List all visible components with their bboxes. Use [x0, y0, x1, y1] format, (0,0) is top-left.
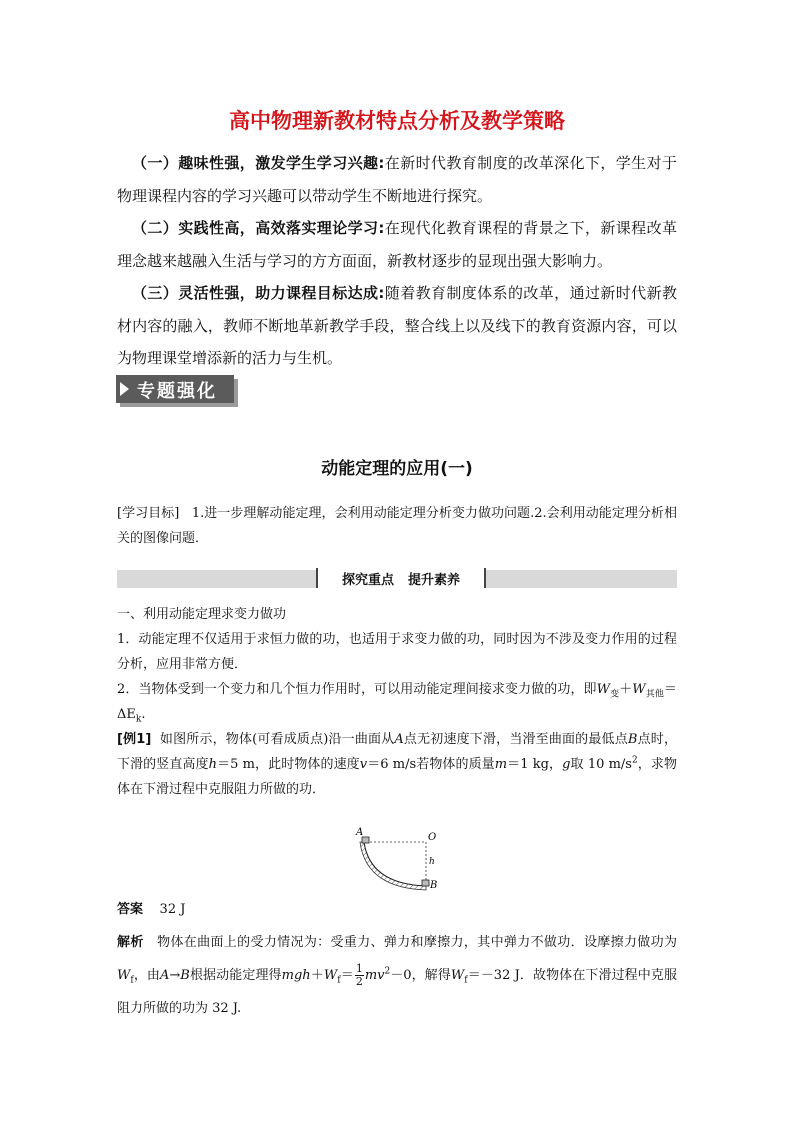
- goals-label: [学习目标]: [117, 506, 180, 521]
- example-text: ＝6 m/s若物体的质量: [367, 757, 495, 772]
- answer-label: 答案: [117, 902, 144, 917]
- point-2: [117, 677, 677, 727]
- section-bar-label: [316, 568, 486, 588]
- analysis-block: 解析 物体在曲面上的受力情况为：受重力、弹力和摩擦力，其中弹力不做功．设摩擦力做功为$W_f$，由A→B根据动能定理得$mgh+W_f=$ $\frac{1}{2}$ $mv^2-0$，解得$W_f=-32$ J．故物体在下滑过程中克服阻力所做的功为 32 J.: [117, 935, 677, 1016]
- w-sub-other: 其他: [645, 689, 664, 700]
- sub-f: f: [337, 975, 341, 986]
- var-w: W: [323, 968, 338, 983]
- frac-num: 1: [355, 962, 363, 975]
- intro-heading-2: （二）实践性高，高效落实理论学习:: [132, 219, 385, 237]
- intro-section: [117, 147, 677, 375]
- example-text: 如图所示，物体(可看成质点)沿一曲面从: [159, 732, 395, 747]
- triangle-arrow-icon: [120, 382, 129, 396]
- label-h: h: [429, 857, 435, 867]
- analysis-text: ，由: [133, 968, 161, 983]
- label-b: B: [430, 880, 438, 891]
- goals-text: 1.进一步理解动能定理，会利用动能定理分析变力做功问题.2.会利用动能定理分析相关的图像问题．: [117, 506, 677, 546]
- intro-text-2: 在现代化教育课程的背景之下，新课程改革理念越来越融入生活与学习的方方面面，新教材逐步的显现出强大影响力。: [117, 219, 677, 270]
- answer-value: 32 J: [159, 902, 186, 917]
- point-1: 1．动能定理不仅适用于求恒力做的功，也适用于求变力做的功，同时因为不涉及变力作用的过程分析，应用非常方便．: [117, 632, 677, 672]
- plus-sign: ＋: [310, 968, 324, 983]
- section-bar-left: 探究重点: [341, 572, 394, 588]
- var-a: A: [394, 732, 404, 747]
- var-b: B: [627, 732, 638, 747]
- example-text: ＝1 kg，: [507, 757, 563, 772]
- section-heading: 一、利用动能定理求变力做功: [117, 607, 287, 622]
- sub-f: f: [130, 975, 134, 986]
- a-to-b: A→B: [160, 968, 190, 983]
- example-text: 取 10 m/s: [570, 757, 632, 772]
- var-g: g: [562, 757, 571, 772]
- delta-ek: ＝ΔE: [117, 682, 677, 722]
- fraction-half: [355, 963, 364, 988]
- analysis-result: ＝－32 J．故物体在下滑过程中克服阻力所做的功为 32 J.: [117, 968, 677, 1016]
- banner-box: [116, 375, 234, 403]
- var-mgh: mgh: [281, 968, 311, 983]
- point-2-text: 2．当物体受到一个变力和几个恒力作用时，可以用动能定理间接求变力做的功，即: [117, 682, 597, 697]
- example-1: [117, 727, 677, 802]
- example-text: ＝5 m，此时物体的速度: [216, 757, 360, 772]
- period: .: [141, 707, 146, 722]
- var-v: v: [359, 757, 368, 772]
- curved-track-figure: [340, 822, 450, 892]
- block-b: [422, 880, 429, 886]
- example-label: [例1]: [117, 732, 152, 747]
- analysis-text: －0，解得: [390, 968, 451, 983]
- w-symbol-2: W: [632, 682, 646, 697]
- var-mv: mv: [364, 968, 385, 983]
- exponent-2: 2: [384, 966, 391, 977]
- label-o: O: [428, 832, 437, 843]
- learning-goals: [117, 501, 677, 551]
- frac-den: 2: [355, 975, 363, 988]
- analysis-text: 物体在曲面上的受力情况为：受重力、弹力和摩擦力，其中弹力不做功．设摩擦力做功为: [157, 935, 677, 950]
- exponent: 2: [631, 755, 638, 766]
- var-h: h: [208, 757, 217, 772]
- intro-heading-1: （一）趣味性强，激发学生学习兴趣:: [132, 154, 385, 172]
- example-text: 点无初速度下滑，当滑至曲面的最低点: [403, 732, 628, 747]
- intro-paragraph-1: [117, 147, 677, 212]
- w-symbol: W: [596, 682, 611, 697]
- lesson-title: 动能定理的应用(一): [321, 459, 473, 479]
- analysis-label: 解析: [117, 935, 144, 950]
- analysis-text: 根据动能定理得: [189, 968, 282, 983]
- section-bar-right: 提升素养: [408, 572, 461, 588]
- section-content: [117, 602, 677, 802]
- intro-text-3: 随着教育制度体系的改革，通过新时代新教材内容的融入，教师不断地革新教学手段，整合线上以及线下的教育资源内容，可以为物理课堂增添新的活力与生机。: [117, 284, 677, 367]
- w-sub-var: 变: [610, 689, 620, 700]
- var-w: W: [117, 968, 131, 983]
- var-w: W: [450, 968, 465, 983]
- label-a: A: [356, 827, 364, 838]
- page-title: 高中物理新教材特点分析及教学策略: [229, 109, 565, 133]
- intro-paragraph-2: [117, 212, 677, 277]
- intro-heading-3: （三）灵活性强，助力课程目标达成:: [132, 284, 385, 302]
- banner-label: 专题强化: [137, 381, 217, 402]
- var-m: m: [494, 757, 508, 772]
- answer-line: [117, 898, 185, 917]
- ek-sub: k: [135, 714, 142, 725]
- example-text: 点时，下滑的竖直高度: [117, 732, 677, 772]
- intro-paragraph-3: [117, 277, 677, 375]
- topic-banner: [116, 375, 238, 407]
- curved-surface: [360, 842, 426, 890]
- example-text: ，求物体在下滑过程中克服阻力所做的功．: [117, 757, 677, 797]
- intro-text-1: 在新时代教育制度的改革深化下，学生对于物理课程内容的学习兴趣可以带动学生不断地进行探究。: [117, 154, 677, 205]
- plus-sign: ＋: [619, 682, 633, 697]
- sub-f: f: [464, 975, 468, 986]
- curve-line: [364, 842, 426, 886]
